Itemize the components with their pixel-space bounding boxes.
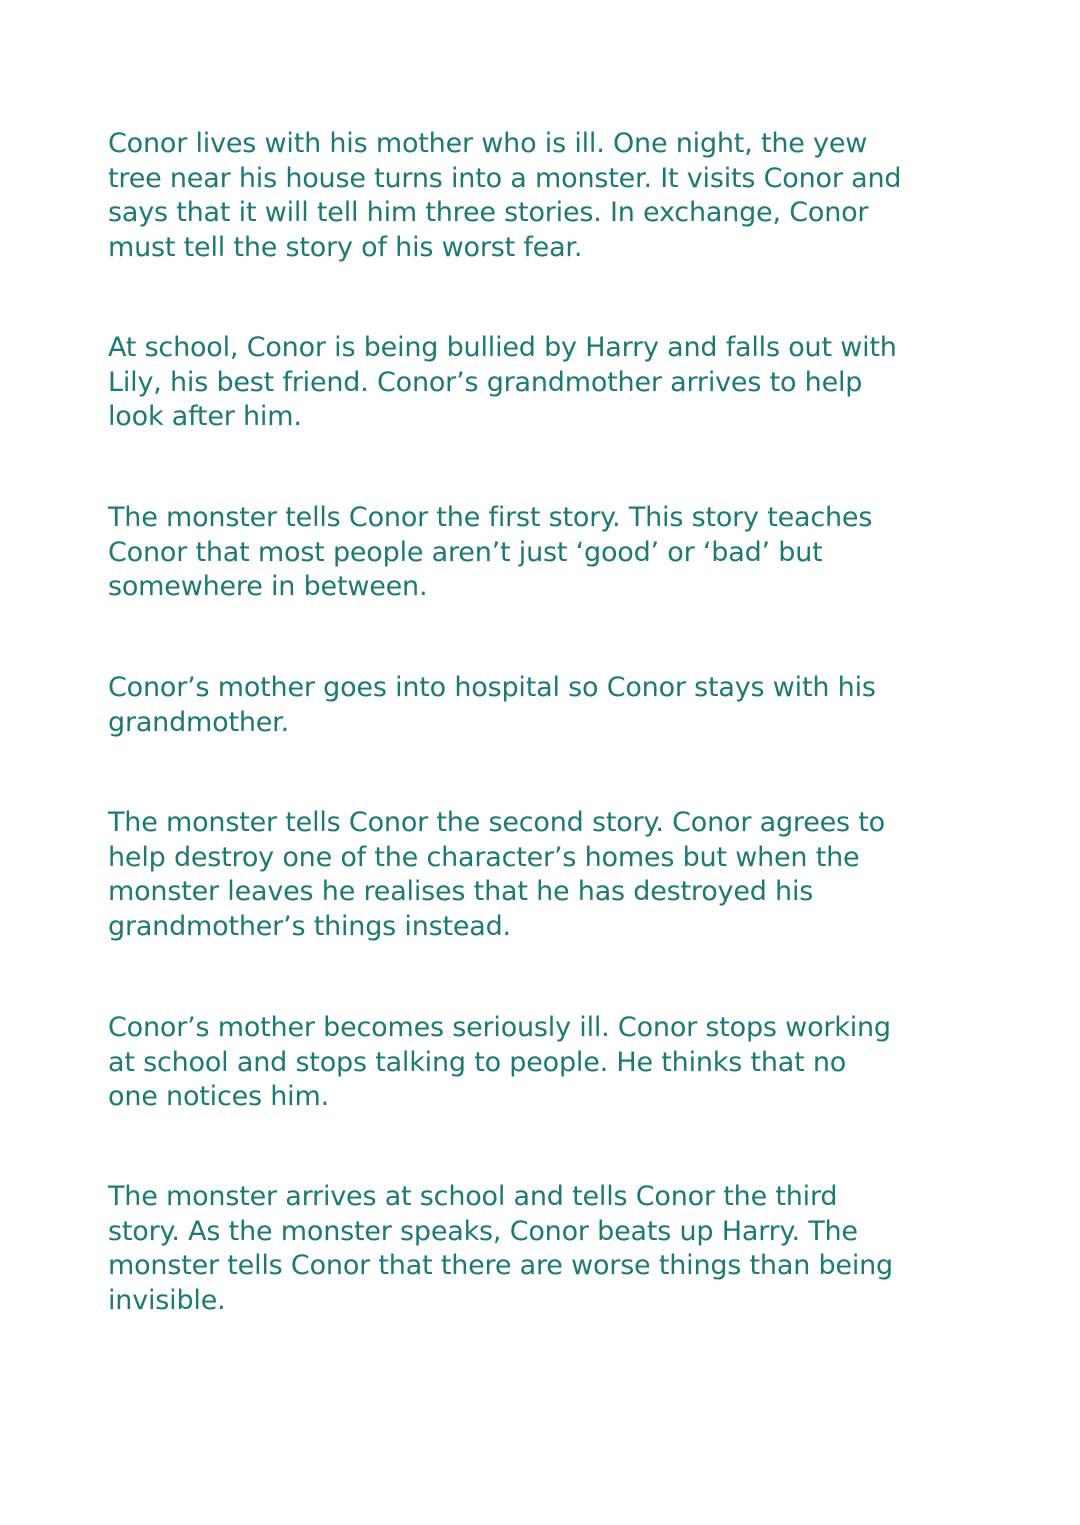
paragraph-5: The monster tells Conor the second story. Conor agrees to help destroy one of the character’s homes but when the monster leaves he realises that he has destroyed his grandmother’s things instead. (108, 807, 886, 943)
paragraph-1: Conor lives with his mother who is ill. One night, the yew tree near his house turns into a monster. It visits Conor and says that it will tell him three stories. In exchange, Conor must tell the story of his worst fear. (108, 128, 902, 264)
paragraph-2: At school, Conor is being bullied by Harry and falls out with Lily, his best friend. Conor’s grandmother arrives to help look after him. (108, 332, 897, 433)
paragraph-6: Conor’s mother becomes seriously ill. Conor stops working at school and stops talking to people. He thinks that no one notices him. (108, 1012, 891, 1113)
paragraph-3: The monster tells Conor the first story. This story teaches Conor that most people aren’t just ‘good’ or ‘bad’ but somewhere in between. (108, 502, 873, 603)
paragraph-4: Conor’s mother goes into hospital so Conor stays with his grandmother. (108, 672, 876, 738)
paragraph-7: The monster arrives at school and tells Conor the third story. As the monster speaks, Conor beats up Harry. The monster tells Conor that there are worse things than being invisible. (108, 1181, 893, 1317)
